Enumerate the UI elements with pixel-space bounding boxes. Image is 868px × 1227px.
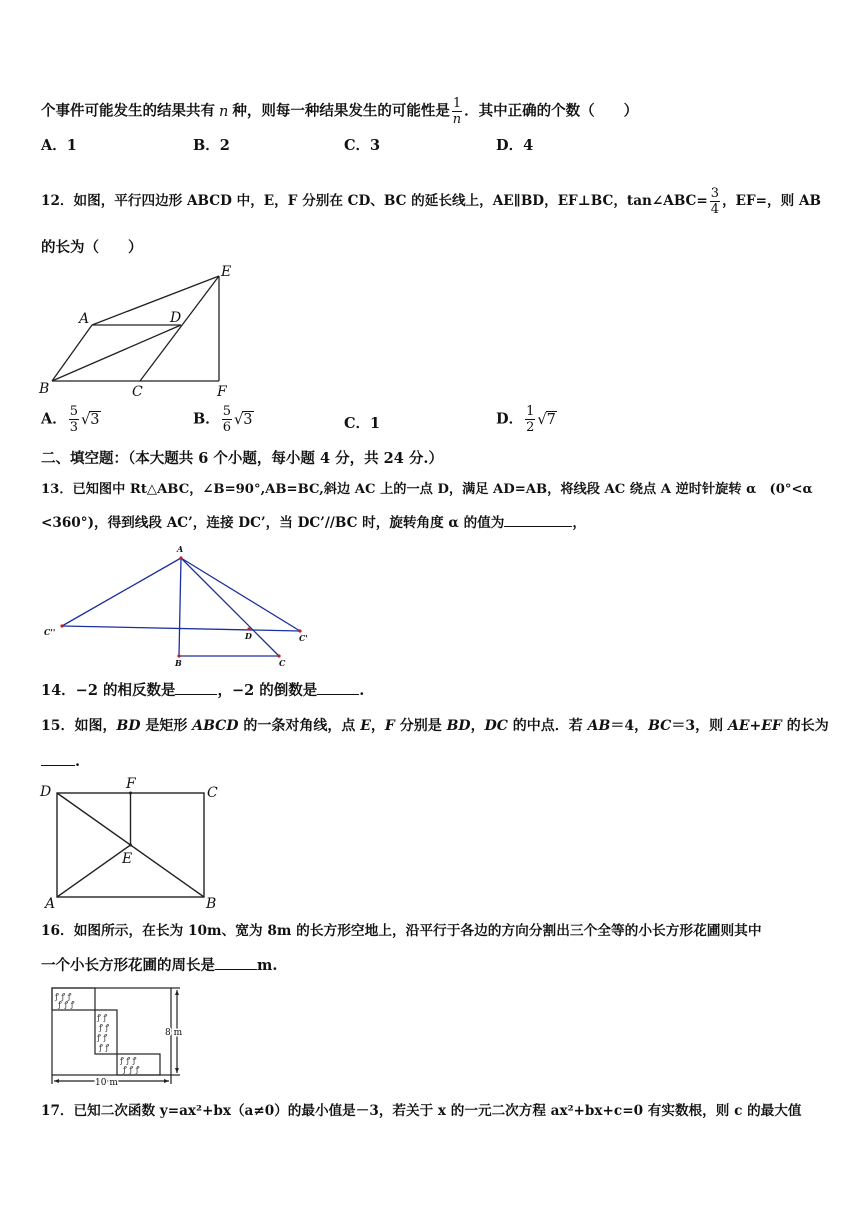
q12-label-b: B xyxy=(39,381,50,397)
q16-line1: 16．如图所示，在长为 10m、宽为 8m 的长方形空地上，沿平行于各边的方向分割出三个全等的小长方形花圃则其中 xyxy=(41,923,762,939)
q15-label-d: D xyxy=(40,784,52,800)
q12-line1 xyxy=(41,186,821,217)
q16-dim-height: 8 m xyxy=(165,1028,183,1038)
q15-figure xyxy=(36,772,226,908)
q16-answer-blank[interactable] xyxy=(215,969,257,970)
q12-label-d: D xyxy=(170,310,182,326)
q15-line2: . xyxy=(41,752,80,772)
q12-label-a: A xyxy=(79,311,90,327)
q12-option-a: A． $\frac{5}{3}$ √3 xyxy=(41,404,100,435)
q15-line1: 15．如图，BD 是矩形 ABCD 的一条对角线，点 E，F 分别是 BD，DC 的中点．若 AB＝4，BC＝3，则 AE+EF 的长为 xyxy=(41,718,829,734)
q15-label-e: E xyxy=(122,851,133,867)
q14-blank-2[interactable] xyxy=(317,694,359,695)
svg-text:ꝭ ꝭ ꝭ: ꝭ ꝭ ꝭ xyxy=(58,1000,75,1009)
q12-text-b: ，EF=，则 AB xyxy=(722,193,822,209)
q12-option-c: C．1 xyxy=(344,415,381,432)
svg-text:ꝭ ꝭ ꝭ: ꝭ ꝭ ꝭ xyxy=(120,1056,137,1065)
q11-fraction: $\frac{1}{n}$ xyxy=(452,96,462,127)
q14-line: 14．−2 的相反数是 ，−2 的倒数是 . xyxy=(41,682,365,699)
q14-blank-1[interactable] xyxy=(175,694,217,695)
q13-label-a: A xyxy=(177,544,184,554)
q15-label-f: F xyxy=(126,776,136,792)
q16-dim-width: 10 m xyxy=(95,1078,118,1088)
section-title-fill-blank: 二、填空题：（本大题共 6 个小题，每小题 4 分，共 24 分.） xyxy=(41,450,443,467)
q13-label-c-prime: C' xyxy=(299,633,308,643)
q13-label-c-double: C'' xyxy=(44,627,56,637)
q12-option-d: D． $\frac{1}{2}$ √7 xyxy=(496,404,556,435)
q13-line1: 13．已知图中 Rt△ABC，∠B=90°,AB=BC,斜边 AC 上的一点 D，满足 AD=AB，将线段 AC 绕点 A 逆时针旋转 α (0°<α xyxy=(41,482,813,497)
q12-label-e: E xyxy=(221,264,232,280)
q11-line xyxy=(41,96,638,127)
q16-figure xyxy=(40,984,190,1092)
q11-text-c: ．其中正确的个数（ ） xyxy=(464,102,639,120)
q11-option-a: A．1 xyxy=(41,137,77,154)
svg-text:ꝭ ꝭ ꝭ: ꝭ ꝭ ꝭ xyxy=(55,992,72,1001)
q12-option-b: B． $\frac{5}{6}$ √3 xyxy=(193,404,253,435)
svg-text:ꝭ ꝭ: ꝭ ꝭ xyxy=(97,1013,108,1022)
svg-text:ꝭ ꝭ ꝭ: ꝭ ꝭ ꝭ xyxy=(123,1065,140,1074)
svg-text:ꝭ ꝭ: ꝭ ꝭ xyxy=(99,1023,110,1032)
q13-label-c: C xyxy=(279,658,286,668)
q12-label-c: C xyxy=(132,384,143,398)
q12-text-a: 12．如图，平行四边形 ABCD 中，E，F 分别在 CD、BC 的延长线上，AE∥BD，EF⊥BC，tan∠ABC= xyxy=(41,193,708,209)
q11-text-b: 种，则每一种结果发生的可能性是 xyxy=(232,102,450,120)
svg-text:ꝭ ꝭ: ꝭ ꝭ xyxy=(97,1033,108,1042)
q11-text-a: 个事件可能发生的结果共有 xyxy=(41,102,215,120)
q12-line2: 的长为（ ） xyxy=(41,239,143,256)
q13-figure xyxy=(36,542,326,672)
q13-label-d: D xyxy=(245,631,252,641)
q15-label-c: C xyxy=(207,785,218,801)
q11-option-b: B．2 xyxy=(193,137,230,154)
q13-label-b: B xyxy=(175,658,182,668)
q15-answer-blank[interactable] xyxy=(41,765,75,766)
svg-text:ꝭ ꝭ: ꝭ ꝭ xyxy=(99,1043,110,1052)
q13-line2: <360°)，得到线段 AC’，连接 DC’，当 DC’//BC 时，旋转角度 α 的值为 ， xyxy=(41,515,586,531)
q15-label-a: A xyxy=(45,896,56,908)
q16-line2: 一个小长方形花圃的周长是 m. xyxy=(41,957,278,974)
q11-var-n: n xyxy=(219,103,229,120)
q13-answer-blank[interactable] xyxy=(504,526,572,527)
q15-label-b: B xyxy=(206,896,217,908)
q12-fraction: $\frac{3}{4}$ xyxy=(710,186,720,217)
q12-label-f: F xyxy=(217,384,227,398)
q12-figure xyxy=(36,262,236,398)
q17-line1: 17．已知二次函数 y=ax²+bx（a≠0）的最小值是－3，若关于 x 的一元二次方程 ax²+bx+c=0 有实数根，则 c 的最大值 xyxy=(41,1103,802,1119)
q11-option-c: C．3 xyxy=(344,137,381,154)
q11-option-d: D．4 xyxy=(496,137,534,154)
